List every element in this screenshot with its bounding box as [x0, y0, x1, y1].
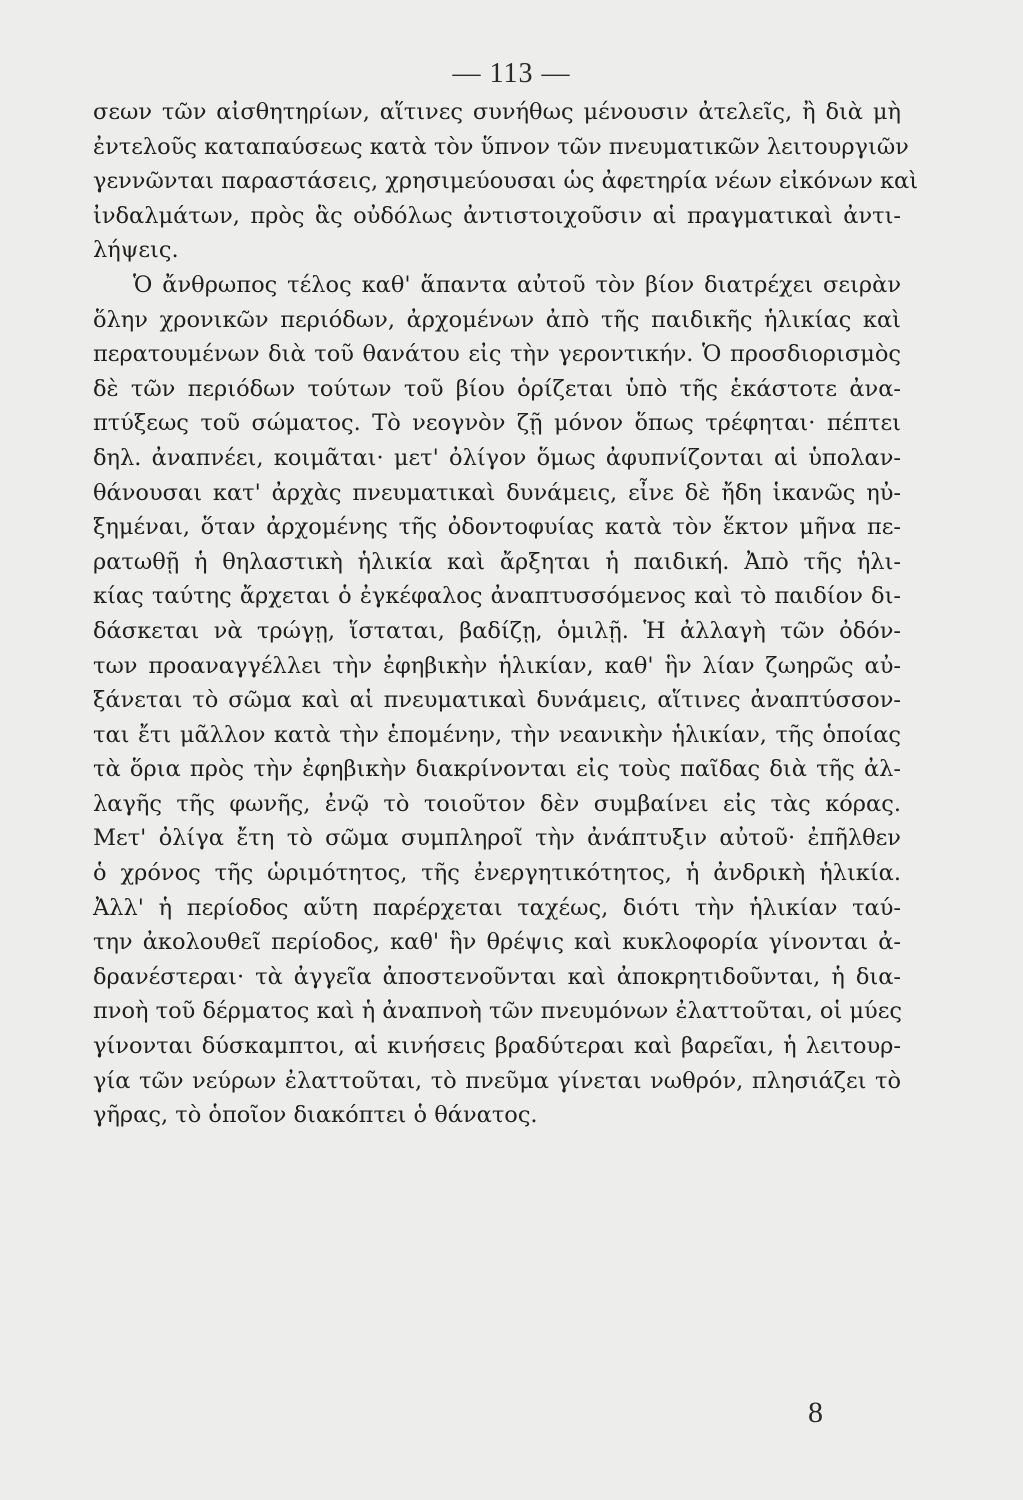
text-line: ρατωθῇ ἡ θηλαστικὴ ἡλικία καὶ ἄρξηται ἡ παιδική. Ἀπὸ τῆς ἡλι- [93, 548, 901, 575]
signature-mark: 8 [808, 1396, 823, 1429]
text-line: Ἀλλ' ἡ περίοδος αὕτη παρέρχεται ταχέως, διότι τὴν ἡλικίαν ταύ- [93, 894, 901, 921]
text-line: θάνουσαι κατ' ἀρχὰς πνευματικαὶ δυνάμεις, εἶνε δὲ ἤδη ἱκανῶς ηὐ- [93, 479, 901, 506]
text-line: δάσκεται νὰ τρώγῃ, ἵσταται, βαδίζῃ, ὁμιλῇ. Ἡ ἀλλαγὴ τῶν ὀδόν- [93, 617, 901, 644]
text-line: πνοὴ τοῦ δέρματος καὶ ἡ ἀναπνοὴ τῶν πνευμόνων ἐλαττοῦται, οἱ μύες [93, 998, 902, 1025]
page-number-header: — 113 — [452, 58, 571, 89]
text-line: γία τῶν νεύρων ἐλαττοῦται, τὸ πνεῦμα γίνεται νωθρόν, πλησιάζει τὸ [93, 1067, 901, 1094]
text-line: σεων τῶν αἰσθητηρίων, αἵτινες συνήθως μένουσιν ἀτελεῖς, ἢ διὰ μὴ [93, 99, 901, 125]
text-line: την ἀκολουθεῖ περίοδος, καθ' ἣν θρέψις καὶ κυκλοφορία γίνονται ἀ- [93, 929, 901, 956]
text-line: ἐντελοῦς καταπαύσεως κατὰ τὸν ὕπνον τῶν πνευματικῶν λειτουργιῶν [93, 133, 909, 160]
text-line: περατουμένων διὰ τοῦ θανάτου εἰς τὴν γεροντικήν. Ὁ προσδιορισμὸς [93, 341, 901, 368]
paragraph-start-line: Ὁ ἄνθρωπος τέλος καθ' ἅπαντα αὐτοῦ τὸν βίον διατρέχει σειρὰν [133, 271, 901, 298]
text-line: δὲ τῶν περιόδων τούτων τοῦ βίου ὁρίζεται ὑπὸ τῆς ἑκάστοτε ἀνα- [93, 375, 901, 402]
text-line: δρανέστεραι· τὰ ἀγγεῖα ἀποστενοῦνται καὶ ἀποκρητιδοῦνται, ἡ δια- [93, 963, 901, 990]
text-line: ται ἔτι μᾶλλον κατὰ τὴν ἑπομένην, τὴν νεανικὴν ἡλικίαν, τῆς ὁποίας [93, 721, 901, 748]
text-line: ξημέναι, ὅταν ἀρχομένης τῆς ὀδοντοφυίας κατὰ τὸν ἕκτον μῆνα πε- [93, 514, 901, 541]
text-line: λήψεις. [93, 237, 179, 264]
text-line: ὁ χρόνος τῆς ὡριμότητος, τῆς ἐνεργητικότητος, ἡ ἀνδρικὴ ἡλικία. [93, 860, 901, 887]
body-text [93, 95, 919, 1133]
text-line: Μετ' ὀλίγα ἔτη τὸ σῶμα συμπληροῖ τὴν ἀνάπτυξιν αὐτοῦ· ἐπῆλθεν [93, 825, 901, 852]
text-line: λαγῆς τῆς φωνῆς, ἐνῷ τὸ τοιοῦτον δὲν συμβαίνει εἰς τὰς κόρας. [93, 790, 901, 817]
text-line: ξάνεται τὸ σῶμα καὶ αἱ πνευματικαὶ δυνάμεις, αἵτινες ἀναπτύσσον- [93, 687, 901, 714]
text-line: δηλ. ἀναπνέει, κοιμᾶται· μετ' ὀλίγον ὅμως ἀφυπνίζονται αἱ ὑπολαν- [93, 444, 901, 471]
text-line: γίνονται δύσκαμπτοι, αἱ κινήσεις βραδύτεραι καὶ βαρεῖαι, ἡ λειτουρ- [93, 1033, 901, 1060]
text-line: κίας ταύτης ἄρχεται ὁ ἐγκέφαλος ἀναπτυσσόμενος καὶ τὸ παιδίον δι- [93, 583, 901, 610]
text-line: ἰνδαλμάτων, πρὸς ἃς οὐδόλως ἀντιστοιχοῦσιν αἱ πραγματικαὶ ἀντι- [93, 202, 901, 229]
text-line: των προαναγγέλλει τὴν ἐφηβικὴν ἡλικίαν, καθ' ἣν λίαν ζωηρῶς αὐ- [93, 652, 901, 679]
text-line: τὰ ὅρια πρὸς τὴν ἐφηβικὴν διακρίνονται εἰς τοὺς παῖδας διὰ τῆς ἀλ- [93, 756, 901, 783]
text-line: γεννῶνται παραστάσεις, χρησιμεύουσαι ὡς ἀφετηρία νέων εἰκόνων καὶ [93, 168, 919, 195]
text-line: ὅλην χρονικῶν περιόδων, ἀρχομένων ἀπὸ τῆς παιδικῆς ἡλικίας καὶ [93, 306, 901, 333]
text-line: πτύξεως τοῦ σώματος. Τὸ νεογνὸν ζῇ μόνον ὅπως τρέφηται· πέπτει [93, 410, 901, 437]
text-line: γῆρας, τὸ ὁποῖον διακόπτει ὁ θάνατος. [93, 1102, 538, 1129]
